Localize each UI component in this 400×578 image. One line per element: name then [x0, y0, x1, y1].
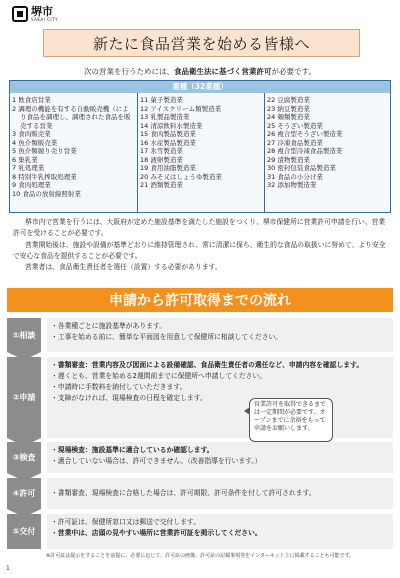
business-type-item: 20 みそ又はしょうゆ製造業	[140, 172, 222, 181]
step-line: ・支障がなければ、現場検査の日程を確定します。	[51, 394, 207, 402]
city-emblem-icon	[12, 6, 28, 22]
business-type-item: 23 納豆製造業	[267, 104, 310, 113]
logo-subtext: SAKAI CITY	[31, 17, 58, 22]
logo-text: 堺市	[31, 5, 53, 18]
business-type-item: 13 乳製品製造業	[140, 113, 190, 121]
sakai-city-logo	[12, 5, 58, 23]
step-permit	[7, 478, 393, 509]
business-type-item: 17 氷雪製造業	[140, 147, 183, 155]
intro-emphasis: 食品衛生法に基づく営業許可	[174, 67, 272, 76]
step-line: ・工事を始める前に、簡単な平面図を用意して保健所に相談してください。	[51, 333, 283, 341]
business-type-item: 1 飲食店営業	[12, 96, 51, 104]
step-label-application: ②申請	[7, 357, 41, 438]
business-type-item: 2 調理の機能を有する自動販売機（により食品を調理し、調理された食品を販売する営業	[12, 104, 131, 130]
business-type-item: 5 魚介類競り売り営業	[12, 147, 77, 155]
business-type-item: 29 漬物製造業	[267, 155, 310, 164]
business-type-item: 31 食品の小分け業	[267, 172, 323, 181]
paragraph-hygiene-manager	[13, 262, 391, 273]
paragraph-2-text: 営業開始後は、施設や設備が基準どおりに維持管理され、常に清潔に保ち、衛生的な食品の取扱いに努めて、より安全で安心な食品を提供することが必要です。	[13, 241, 386, 260]
step-line: ・申請時に手数料を納付していただきます。	[51, 383, 187, 391]
business-type-item: 21 酒類製造業	[140, 181, 183, 189]
business-type-item: 24 麺類製造業	[267, 113, 310, 121]
business-type-item: 11 菓子製造業	[140, 96, 183, 104]
business-type-item: 14 清涼飲料水製造業	[140, 121, 203, 130]
step-body-consultation	[47, 318, 393, 352]
business-type-item: 3 食肉販売業	[12, 130, 51, 138]
business-type-item: 16 水産製品製造業	[140, 138, 196, 147]
business-column-3	[265, 93, 390, 213]
business-type-item: 10 食品の放射線照射業	[12, 189, 81, 198]
business-column-2	[138, 93, 265, 213]
business-type-item: 25 そうざい製造業	[267, 121, 323, 130]
business-types-header: 業種（32業種）	[10, 81, 390, 93]
business-type-item: 12 アイスクリーム類製造業	[140, 104, 222, 113]
paragraph-1-text: 堺市内で営業を行うには、大阪府が定めた施設基準を満たした施設をつくり、堺市保健所に営業許可申請を行い、営業許可を受けることが必要です。	[13, 218, 386, 237]
step-label-permit: ④許可	[7, 478, 41, 509]
step-label-consultation: ①相談	[7, 318, 41, 352]
step-line: ・各業種ごとに施設基準があります。	[51, 322, 167, 330]
step-application	[7, 357, 393, 438]
step-line: ・書類審査：営業内容及び図面による設備確認、食品衛生責任者の選任など、申請内容を確認します。	[51, 361, 364, 369]
paragraph-permit-requirement	[13, 217, 391, 239]
step-consultation	[7, 318, 393, 352]
business-column-1	[10, 93, 138, 213]
footnote: ※許可証は提示をすることを前提に、必要に応じて、許可証の画像、許可証の記載事項等をインターネット上に掲載することも可能です。	[46, 553, 355, 559]
business-types-table	[9, 80, 391, 213]
step-line: ・許可証は、保健所窓口又は郵送で交付します。	[51, 518, 200, 526]
business-type-item: 22 豆腐製造業	[267, 96, 310, 104]
intro-prefix: 次の営業を行うためには、	[84, 67, 175, 76]
step-body-permit	[47, 478, 393, 509]
business-type-item: 8 特別牛乳搾取処理業	[12, 172, 77, 181]
business-type-item: 18 液卵製造業	[140, 155, 183, 164]
flow-title-text: 申請から許可取得までの流れ	[109, 293, 291, 309]
business-type-item: 7 乳処理業	[12, 164, 45, 172]
page-title: 新たに食品営業を始める皆様へ	[92, 34, 310, 53]
business-type-item: 27 冷凍食品製造業	[267, 138, 323, 147]
step-line: ・遅くとも、営業を始める2週間前までに保健所へ申請してください。	[51, 372, 267, 380]
step-line: ・適合していない場合は、許可できません。（改善指導を行います。）	[51, 457, 262, 465]
intro-suffix: が必要です。	[271, 67, 316, 76]
step-line: ・現場検査：施設基準に適合しているか確認します。	[51, 446, 214, 454]
step-inspection	[7, 442, 393, 473]
step-label-issuance: ⑤交付	[7, 514, 41, 549]
paragraph-3-text: 営業者は、食品衛生責任者を選任（設置）する必要があります。	[25, 263, 222, 271]
business-type-item: 32 添加物製造業	[267, 181, 317, 189]
page-title-box	[43, 29, 360, 57]
callout-note: 営業許可を取得できるまでは一定期間が必要です。オープンまでに余裕をもって申請をお願いします。	[249, 398, 333, 442]
step-line: ・営業中は、店頭の見やすい場所に営業許可証を掲示してください。	[51, 529, 262, 537]
flow-section-title	[7, 288, 393, 312]
business-type-item: 4 魚介類販売業	[12, 138, 58, 147]
business-type-item: 9 食肉処理業	[12, 181, 51, 189]
business-type-item: 15 食肉製品製造業	[140, 130, 196, 138]
step-body-issuance	[47, 514, 393, 549]
step-line: ・書類審査、現場検査に合格した場合は、許可期限、許可条件を付して許可されます。	[51, 489, 316, 497]
business-type-item: 19 食用油脂製造業	[140, 164, 196, 172]
business-type-item: 26 複合型そうざい製造業	[267, 130, 343, 138]
business-type-item: 28 複合型冷凍食品製造業	[267, 147, 343, 155]
paragraph-maintenance	[13, 240, 391, 262]
intro-text	[0, 66, 400, 77]
step-label-inspection: ③検査	[7, 442, 41, 473]
step-body-inspection	[47, 442, 393, 473]
business-type-item: 30 密封包装食品製造業	[267, 164, 336, 172]
page-number: 1	[6, 565, 10, 572]
step-issuance	[7, 514, 393, 549]
business-type-item: 6 集乳業	[12, 155, 38, 164]
step-body-application	[47, 357, 393, 438]
